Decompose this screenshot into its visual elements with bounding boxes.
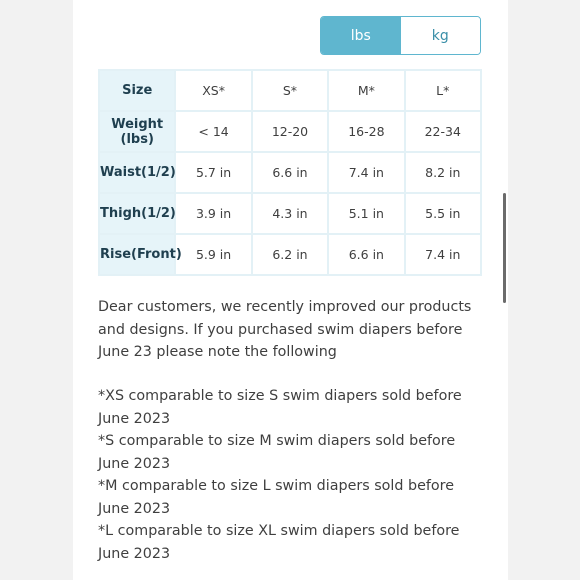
unit-option-lbs[interactable]: lbs — [321, 17, 401, 54]
table-cell: 8.2 in — [405, 152, 481, 193]
improvement-notice: Dear customers, we recently improved our products and designs. If you purchased swim diapers before June 23 please note the following — [98, 299, 472, 360]
size-table — [98, 69, 482, 276]
size-note-s: *S comparable to size M swim diapers sold before June 2023 — [98, 433, 456, 472]
table-cell: < 14 — [175, 111, 251, 152]
row-label: Thigh(1/2) — [99, 193, 175, 234]
table-cell: 22-34 — [405, 111, 481, 152]
table-header-cell: M* — [328, 70, 404, 111]
table-header-cell: L* — [405, 70, 481, 111]
table-cell: 5.1 in — [328, 193, 404, 234]
size-note-xs: *XS comparable to size S swim diapers sold before June 2023 — [98, 388, 462, 427]
table-row — [99, 111, 481, 152]
table-header-cell: S* — [252, 70, 328, 111]
table-cell: 5.5 in — [405, 193, 481, 234]
unit-toggle[interactable] — [320, 16, 481, 55]
table-header-row — [99, 70, 481, 111]
size-note-l: *L comparable to size XL swim diapers sold before June 2023 — [98, 523, 460, 562]
size-comparison-notes — [98, 385, 483, 565]
table-cell: 5.7 in — [175, 152, 251, 193]
table-cell: 5.9 in — [175, 234, 251, 275]
table-cell: 16-28 — [328, 111, 404, 152]
table-cell: 6.6 in — [252, 152, 328, 193]
row-label: Waist(1/2) — [99, 152, 175, 193]
table-row — [99, 193, 481, 234]
table-cell: 7.4 in — [405, 234, 481, 275]
size-note-m: *M comparable to size L swim diapers sold before June 2023 — [98, 478, 455, 517]
table-cell: 7.4 in — [328, 152, 404, 193]
row-label: Rise(Front) — [99, 234, 175, 275]
scrollbar-thumb[interactable] — [503, 193, 506, 303]
table-row — [99, 234, 481, 275]
table-cell: 3.9 in — [175, 193, 251, 234]
table-cell: 4.3 in — [252, 193, 328, 234]
table-cell: 6.2 in — [252, 234, 328, 275]
table-header-cell: XS* — [175, 70, 251, 111]
row-label: Weight (lbs) — [99, 111, 175, 152]
unit-option-kg[interactable]: kg — [401, 17, 481, 54]
table-row — [99, 152, 481, 193]
size-chart-page — [73, 0, 508, 580]
table-header-cell: Size — [99, 70, 175, 111]
table-cell: 6.6 in — [328, 234, 404, 275]
table-cell: 12-20 — [252, 111, 328, 152]
